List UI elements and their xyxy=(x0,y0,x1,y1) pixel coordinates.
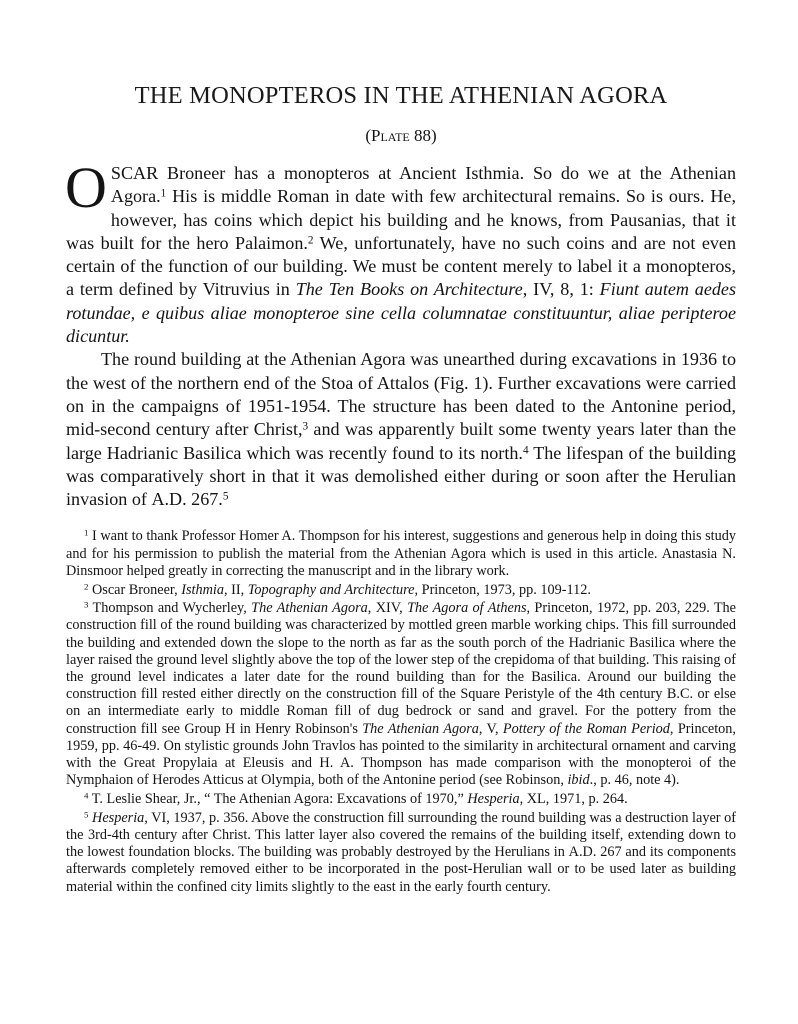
footnote-1-text: I want to thank Professor Homer A. Thompson for his interest, suggestions and generous help in doing this study and for his permission to publish the material from the Athenian Agora which is used in this article. Anastasia N. Dinsmoor helped greatly in correcting the manuscript and in the library work. xyxy=(66,528,736,579)
drop-cap: O xyxy=(65,155,107,220)
fn4-text-1: T. Leslie Shear, Jr., “ The Athenian Agora: Excavations of 1970,” xyxy=(88,791,468,807)
footnote-1 xyxy=(66,528,736,580)
footnote-3 xyxy=(66,600,736,789)
fn5-ad: A.D. xyxy=(568,844,597,861)
p2-text-3: The lifespan of the building was comparatively short in that it was demolished either during or soon after the Herulian invasion of xyxy=(66,442,736,510)
plate-label: Plate 88 xyxy=(370,126,432,145)
fn2-text-1: Oscar Broneer, xyxy=(88,581,182,598)
footnote-ref-2[interactable]: 2 xyxy=(307,234,314,247)
fn3-italic-4: Pottery of the Roman Period xyxy=(502,720,670,737)
footnote-5-number: 5 xyxy=(84,809,89,820)
p1-text-4: , IV, 8, 1: xyxy=(522,279,600,300)
footnote-ref-3[interactable]: 3 xyxy=(302,420,309,433)
footnote-2 xyxy=(66,582,736,599)
fn3-text-3: , Princeton, 1972, pp. 203, 229. The construction fill of the round building was characterized by mottled green marble working chips. This fill surrounded the building and extended down the slope to the north as far as the south porch of the Hadrianic Basilica where the layer raised the ground level slightly above the top of the lower step of the crepidoma of that building. This raising of the ground level indicates a later date for the round building than for the Basilica. Around our building the construction fill rested either directly on the construction fill of the Square Peristyle of the 4th century xyxy=(66,600,737,703)
fn5-text-1: , VI, 1937, p. 356. Above the construction fill surrounding the round building was a destruction layer of the 3rd-4th century after Christ. This latter layer also covered the remains of the building itself, extending down to the lowest foundation blocks. The building was probably destroyed by the Herulians in xyxy=(66,809,737,861)
p1-text-3: We, unfortunately, have no such coins and are not even certain of the function of our building. We must be content merely to label it a monopteros, a term defined by Vitruvius in xyxy=(66,232,737,300)
fn3-text-6: , Princeton, 1959, pp. 46-49. On stylistic grounds John Travlos has pointed to the similarity in architectural ornament and carving with the Great Propylaia at Eleusis and H. A. Thompson has made comparison with the monopteroi of the Nymphaion of Herodes Atticus at Olympia, both of the Antonine period (see Robinson, xyxy=(66,720,736,789)
footnotes xyxy=(66,528,736,895)
p1-text-2: His is middle Roman in date with few architectural remains. So is ours. He, however, has coins which depict his building and he knows, from Pausanias, that it was built for the hero Palaimon. xyxy=(66,186,736,253)
fn4-italic-1: Hesperia xyxy=(467,791,520,807)
fn3-text-5: , V, xyxy=(478,720,503,737)
fn3-italic-2: The Agora of Athens xyxy=(407,600,527,617)
p1-italic-1: The Ten Books on Architecture xyxy=(295,279,523,300)
p2-text-4: 267. xyxy=(186,489,223,510)
fn3-italic-1: The Athenian Agora xyxy=(251,600,368,617)
fn2-text-2: , II, xyxy=(223,581,248,598)
fn4-text-2: , XL, 1971, p. 264. xyxy=(519,791,628,807)
fn3-italic-3: The Athenian Agora xyxy=(362,720,479,737)
footnote-ref-1[interactable]: 1 xyxy=(160,187,167,200)
footnote-2-number: 2 xyxy=(84,581,89,592)
fn3-text-7: ., p. 46, note 4). xyxy=(589,772,680,789)
paragraph-1 xyxy=(65,155,737,348)
p1-latin-quote: Fiunt autem aedes rotundae, e quibus aliae monopteroe sine cella columnatae constituuntur, aliae peripteroe dicuntur. xyxy=(66,279,736,347)
fn5-text-2: 267 and its components afterwards completely removed either to be incorporated in the post-Herulian wall or to be used later as building material within the confined city limits slightly to the east in the early fourth century. xyxy=(66,844,736,895)
p2-text-1: The round building at the Athenian Agora was unearthed during excavations in 1936 to the west of the northern end of the Stoa of Attalos (Fig. 1). Further excavations were carried on in the campaigns of 1951-1954. The structure has been dated to the Antonine period, mid-second century after Christ, xyxy=(66,349,736,440)
fn2-text-3: , Princeton, 1973, pp. 109-112. xyxy=(414,581,591,598)
fn3-text-4: or else on an intermediate early to middle Roman fill of dug bedrock or sand and gravel. For the pottery from the construction fill see Group H in Henry Robinson's xyxy=(66,686,736,737)
footnote-1-number: 1 xyxy=(84,528,89,539)
footnote-4 xyxy=(66,791,736,808)
footnote-3-number: 3 xyxy=(84,599,89,610)
footnote-ref-5[interactable]: 5 xyxy=(222,490,229,503)
article-title: THE MONOPTEROS IN THE ATHENIAN AGORA xyxy=(134,82,668,109)
fn3-text-1: Thompson and Wycherley, xyxy=(88,600,252,617)
plate-reference xyxy=(66,124,736,148)
fn2-italic-1: Isthmia xyxy=(181,581,224,598)
article-body xyxy=(65,155,737,511)
p1-text-1: SCAR Broneer has a monopteros at Ancient Isthmia. So do we at the Athenian Agora. xyxy=(110,163,736,207)
article-page xyxy=(66,78,736,897)
p2-text-2: and was apparently built some twenty years later than the large Hadrianic Basilica which was recently found to its north. xyxy=(66,419,736,463)
fn2-italic-2: Topography and Architecture xyxy=(247,581,415,598)
footnote-ref-4[interactable]: 4 xyxy=(522,443,529,456)
footnote-4-number: 4 xyxy=(84,790,89,801)
footnote-5 xyxy=(66,810,736,896)
fn3-text-2: , XIV, xyxy=(367,600,408,617)
p2-ad: A.D. xyxy=(151,489,187,510)
plate-open: ( xyxy=(365,126,371,145)
fn3-bc: B.C. xyxy=(666,686,694,703)
paragraph-2 xyxy=(66,348,736,511)
plate-close: ) xyxy=(431,126,437,145)
fn5-italic-1: Hesperia xyxy=(92,809,145,826)
fn3-italic-5: ibid xyxy=(567,772,590,789)
